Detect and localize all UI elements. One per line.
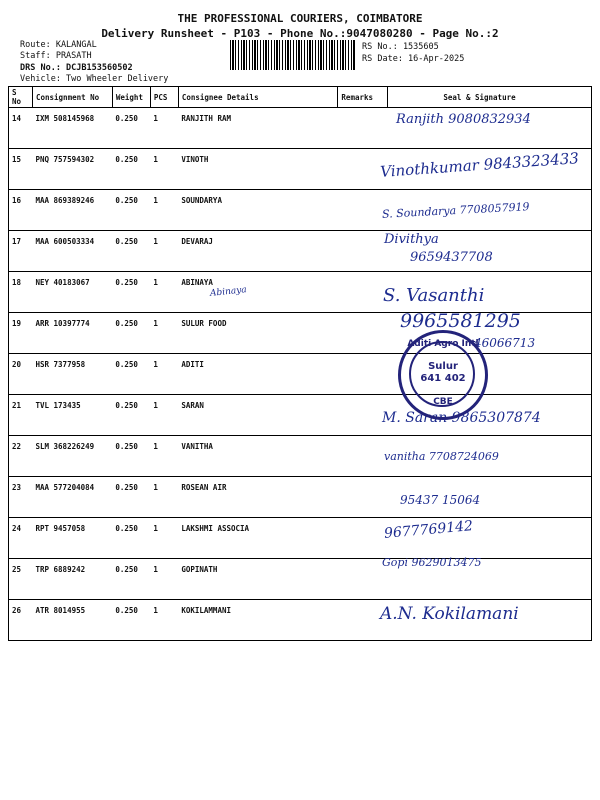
cell-pcs: 1 <box>150 518 178 559</box>
table-row <box>9 477 592 518</box>
signature-r22: vanitha 7708724069 <box>384 450 499 463</box>
cell-consignee: ABINAYA <box>178 272 338 313</box>
cell-consignee: VANITHA <box>178 436 338 477</box>
signature-r14: Ranjith 9080832934 <box>396 112 531 127</box>
cell-consignee: SOUNDARYA <box>178 190 338 231</box>
col-sno: S No <box>9 87 33 108</box>
cell-pcs: 1 <box>150 436 178 477</box>
cell-pcs: 1 <box>150 190 178 231</box>
cell-consignment-no: MAA 577204084 <box>32 477 112 518</box>
cell-sno: 26 <box>9 600 33 641</box>
cell-pcs: 1 <box>150 149 178 190</box>
cell-remarks <box>338 313 388 354</box>
cell-consignment-no: RPT 9457058 <box>32 518 112 559</box>
cell-consignment-no: IXM 508145968 <box>32 108 112 149</box>
cell-remarks <box>338 559 388 600</box>
col-remarks: Remarks <box>338 87 388 108</box>
cell-weight: 0.250 <box>112 477 150 518</box>
signature-r19-phone: 9965581295 <box>400 310 521 332</box>
cell-weight: 0.250 <box>112 149 150 190</box>
signature-r21: M. Saran 9865307874 <box>382 410 541 426</box>
cell-pcs: 1 <box>150 559 178 600</box>
cell-weight: 0.250 <box>112 559 150 600</box>
col-pcs: PCS <box>150 87 178 108</box>
runsheet-title: Delivery Runsheet - P103 - Phone No.:9047080280 - Page No.:2 <box>101 27 499 40</box>
cell-remarks <box>338 395 388 436</box>
cell-consignment-no: PNQ 757594302 <box>32 149 112 190</box>
signature-r17-phone: 9659437708 <box>410 250 493 265</box>
cell-consignment-no: ATR 8014955 <box>32 600 112 641</box>
signature-r17-name: Divithya <box>384 232 439 247</box>
signature-r23: 95437 15064 <box>400 493 481 507</box>
table-row <box>9 436 592 477</box>
cell-pcs: 1 <box>150 272 178 313</box>
cell-consignment-no: SLM 368226249 <box>32 436 112 477</box>
cell-pcs: 1 <box>150 354 178 395</box>
cell-remarks <box>338 518 388 559</box>
cell-consignment-no: TVL 173435 <box>32 395 112 436</box>
table-row <box>9 354 592 395</box>
barcode <box>230 40 356 70</box>
col-consignee: Consignee Details <box>178 87 338 108</box>
cell-weight: 0.250 <box>112 600 150 641</box>
table-row <box>9 559 592 600</box>
cell-remarks <box>338 477 388 518</box>
company-name: THE PROFESSIONAL COURIERS, COIMBATORE <box>177 12 423 25</box>
cell-pcs: 1 <box>150 313 178 354</box>
cell-sno: 21 <box>9 395 33 436</box>
seal-center-text: Sulur <box>428 361 458 372</box>
cell-consignee: ROSEAN AIR <box>178 477 338 518</box>
signature-r25: Gopi 9629013475 <box>382 556 482 569</box>
cell-pcs: 1 <box>150 600 178 641</box>
cell-pcs: 1 <box>150 395 178 436</box>
cell-consignee: SULUR FOOD <box>178 313 338 354</box>
cell-consignee: VINOTH <box>178 149 338 190</box>
table-header <box>9 87 592 108</box>
cell-weight: 0.250 <box>112 313 150 354</box>
cell-remarks <box>338 354 388 395</box>
cell-sno: 19 <box>9 313 33 354</box>
cell-weight: 0.250 <box>112 395 150 436</box>
cell-consignee: KOKILAMMANI <box>178 600 338 641</box>
cell-weight: 0.250 <box>112 518 150 559</box>
seal-pin: 641 402 <box>420 373 466 384</box>
cell-sno: 18 <box>9 272 33 313</box>
cell-consignment-no: MAA 869389246 <box>32 190 112 231</box>
cell-consignee: SARAN <box>178 395 338 436</box>
cell-sno: 16 <box>9 190 33 231</box>
cell-weight: 0.250 <box>112 272 150 313</box>
cell-consignment-no: HSR 7377958 <box>32 354 112 395</box>
cell-consignment-no: MAA 600503334 <box>32 231 112 272</box>
signature-r26: A.N. Kokilamani <box>380 604 519 624</box>
cell-remarks <box>338 436 388 477</box>
signature-r19-name: S. Vasanthi <box>383 285 485 306</box>
signature-r18: Abinaya <box>209 285 248 299</box>
cell-sno: 25 <box>9 559 33 600</box>
col-weight: Weight <box>112 87 150 108</box>
cell-consignee: RANJITH RAM <box>178 108 338 149</box>
cell-sno: 20 <box>9 354 33 395</box>
rs-number: RS No.: 1535605 <box>362 42 439 52</box>
cell-pcs: 1 <box>150 231 178 272</box>
signature-r20: 46066713 <box>474 336 536 350</box>
cell-sno: 22 <box>9 436 33 477</box>
cell-remarks <box>338 272 388 313</box>
cell-consignee: LAKSHMI ASSOCIA <box>178 518 338 559</box>
cell-weight: 0.250 <box>112 231 150 272</box>
cell-remarks <box>338 190 388 231</box>
route: Route: KALANGAL <box>20 40 97 50</box>
cell-weight: 0.250 <box>112 190 150 231</box>
cell-weight: 0.250 <box>112 354 150 395</box>
cell-pcs: 1 <box>150 108 178 149</box>
table-row <box>9 231 592 272</box>
cell-consignee: DEVARAJ <box>178 231 338 272</box>
cell-weight: 0.250 <box>112 436 150 477</box>
col-consignment: Consignment No <box>32 87 112 108</box>
cell-consignee: ADITI <box>178 354 338 395</box>
signature-r16: S. Soundarya 7708057919 <box>381 200 530 221</box>
signature-r15: Vinothkumar 9843323433 <box>379 149 580 181</box>
seal-top-text: Aditi Agro Intl <box>407 339 479 349</box>
cell-consignment-no: ARR 10397774 <box>32 313 112 354</box>
cell-consignee: GOPINATH <box>178 559 338 600</box>
rs-date: RS Date: 16-Apr-2025 <box>362 54 465 64</box>
table-row <box>9 518 592 559</box>
staff: Staff: PRASATH <box>20 51 92 61</box>
cell-pcs: 1 <box>150 477 178 518</box>
company-seal <box>398 330 488 420</box>
seal-bottom-text: CBE <box>433 397 453 407</box>
signature-r24: 9677769142 <box>383 518 474 542</box>
cell-consignment-no: NEY 40183067 <box>32 272 112 313</box>
cell-consignment-no: TRP 6889242 <box>32 559 112 600</box>
cell-weight: 0.250 <box>112 108 150 149</box>
cell-sno: 14 <box>9 108 33 149</box>
cell-sno: 17 <box>9 231 33 272</box>
table-row <box>9 272 592 313</box>
col-signature: Seal & Signature <box>388 87 592 108</box>
cell-sno: 15 <box>9 149 33 190</box>
drs-number: DRS No.: DCJB153560502 <box>20 63 133 73</box>
vehicle: Vehicle: Two Wheeler Delivery <box>20 74 169 84</box>
cell-remarks <box>338 231 388 272</box>
cell-sno: 24 <box>9 518 33 559</box>
cell-sno: 23 <box>9 477 33 518</box>
cell-remarks <box>338 108 388 149</box>
